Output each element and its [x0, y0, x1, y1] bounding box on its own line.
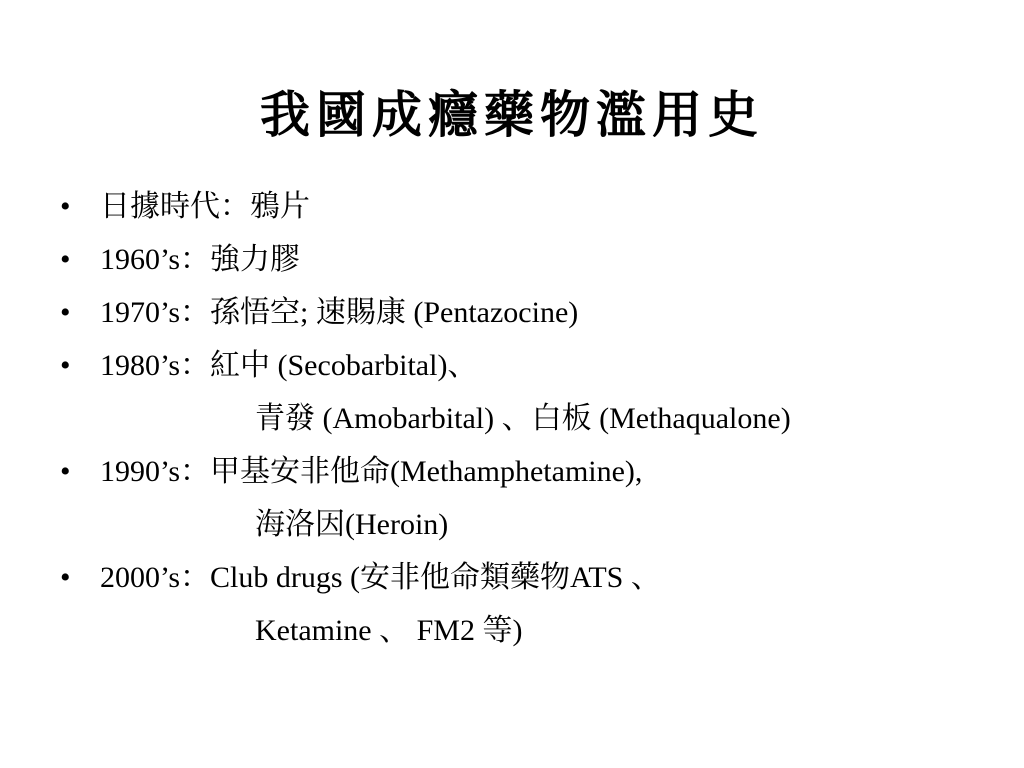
slide-title: 我國成癮藥物濫用史	[260, 87, 764, 143]
list-item-text: 2000’s：Club drugs (安非他命類藥物ATS 、	[100, 561, 661, 594]
list-item-text: 日據時代：鴉片	[100, 190, 310, 223]
list-item-text: 1990’s：甲基安非他命(Methamphetamine),	[100, 455, 643, 488]
bullet-icon: •	[60, 349, 71, 382]
list-item	[60, 180, 990, 233]
list-item	[60, 233, 990, 286]
bullet-icon: •	[60, 190, 71, 223]
list-item	[60, 286, 990, 339]
bullet-icon: •	[60, 296, 71, 329]
list-item-continuation-text: Ketamine 、 FM2 等)	[255, 614, 523, 647]
bullet-icon: •	[60, 455, 71, 488]
list-item	[60, 339, 990, 392]
list-item	[60, 445, 990, 498]
list-item-continuation	[60, 392, 990, 445]
list-item-text: 1970’s：孫悟空; 速賜康 (Pentazocine)	[100, 296, 579, 329]
bullet-list	[60, 180, 990, 657]
bullet-icon: •	[60, 561, 71, 594]
list-item-continuation-text: 青發 (Amobarbital) 、白板 (Methaqualone)	[255, 402, 791, 435]
list-item-text: 1980’s：紅中 (Secobarbital)、	[100, 349, 478, 382]
list-item	[60, 551, 990, 604]
list-item-continuation	[60, 604, 990, 657]
list-item-continuation-text: 海洛因(Heroin)	[255, 508, 449, 541]
bullet-icon: •	[60, 243, 71, 276]
list-item-text: 1960’s：強力膠	[100, 243, 301, 276]
list-item-continuation	[60, 498, 990, 551]
